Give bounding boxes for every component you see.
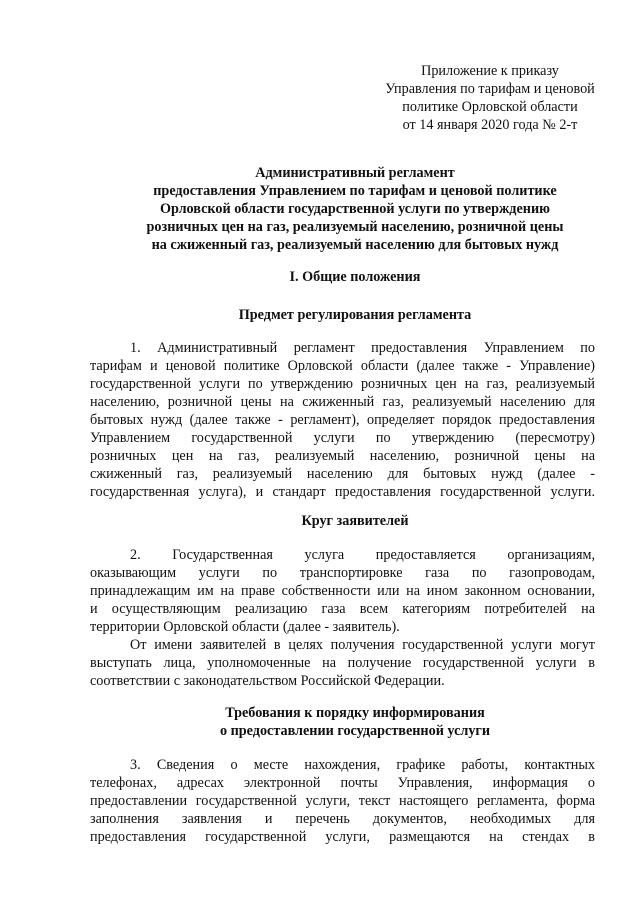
paragraph-line: соответствии с законодательством Российской Федерации. [90,673,445,689]
appendix-note [370,62,610,134]
applicants-heading [100,512,610,530]
paragraph-line: розничных цен на газ, реализуемый населению, розничной цены на [90,448,595,464]
paragraph-line: 3. Сведения о месте нахождения, графике работы, контактных [130,757,595,773]
paragraph-line: тарифам и ценовой политике Орловской области (далее также - Управление) [90,358,595,374]
paragraph-line: сжиженный газ, реализуемый населению для бытовых нужд (далее - [90,466,595,482]
paragraph-line: принадлежащим им на праве собственности или на ином законном основании, [90,583,595,599]
paragraph-4 [90,756,595,846]
paragraph-line: 2. Государственная услуга предоставляется организациям, [130,547,595,563]
paragraph-line: оказывающим услуги по транспортировке газа по газопроводам, [90,565,595,581]
title-line: предоставления Управлением по тарифам и ценовой политике [153,183,557,199]
paragraph-line: выступать лица, уполномоченные на получение государственной услуги в [90,655,595,671]
paragraph-line: населению, розничной цены на сжиженный газ, реализуемый населению для [90,394,595,410]
section-heading-text: I. Общие положения [289,269,421,285]
paragraph-line: От имени заявителей в целях получения государственной услуги могут [130,637,595,653]
subject-heading-text: Предмет регулирования регламента [238,307,472,323]
requirements-heading [100,704,610,740]
appendix-line: политике Орловской области [402,99,578,115]
applicants-heading-text: Круг заявителей [301,513,409,529]
paragraph-line: предоставлении государственной услуги, текст настоящего регламента, форма [90,793,595,809]
paragraph-line: бытовых нужд (далее также - регламент), определяет порядок предоставления [90,412,595,428]
paragraph-2 [90,546,595,636]
paragraph-3 [90,636,595,690]
title-line: на сжиженный газ, реализуемый населению для бытовых нужд [151,237,559,253]
appendix-line: Управления по тарифам и ценовой [385,81,595,97]
paragraph-line: Управлением государственной услуги по утверждению (пересмотру) [90,430,595,446]
title-line: розничных цен на газ, реализуемый населению, розничной цены [146,219,564,235]
appendix-line: Приложение к приказу [421,63,559,79]
paragraph-line: территории Орловской области (далее - заявитель). [90,619,400,635]
paragraph-line: заполнения заявления и перечень документов, необходимых для [90,811,595,827]
title-line: Орловской области государственной услуги по утверждению [160,201,550,217]
paragraph-line: государственная услуга), и стандарт предоставления государственной услуги. [90,484,595,500]
paragraph-line: государственной услуги по утверждению розничных цен на газ, реализуемый [90,376,595,392]
paragraph-line: 1. Административный регламент предоставления Управлением по [130,340,595,356]
subject-heading [100,306,610,324]
requirements-heading-line: о предоставлении государственной услуги [219,723,491,739]
paragraph-line: предоставления государственной услуги, размещаются на стендах в [90,829,595,845]
appendix-line: от 14 января 2020 года № 2-т [402,117,578,133]
paragraph-line: телефонах, адресах электронной почты Управления, информация о [90,775,595,791]
section-heading-general [100,268,610,286]
document-title [100,164,610,254]
title-line: Административный регламент [255,165,455,181]
paragraph-1 [90,339,595,501]
requirements-heading-line: Требования к порядку информирования [225,705,485,721]
paragraph-line: и осуществляющим реализацию газа всем категориям потребителей на [90,601,595,617]
